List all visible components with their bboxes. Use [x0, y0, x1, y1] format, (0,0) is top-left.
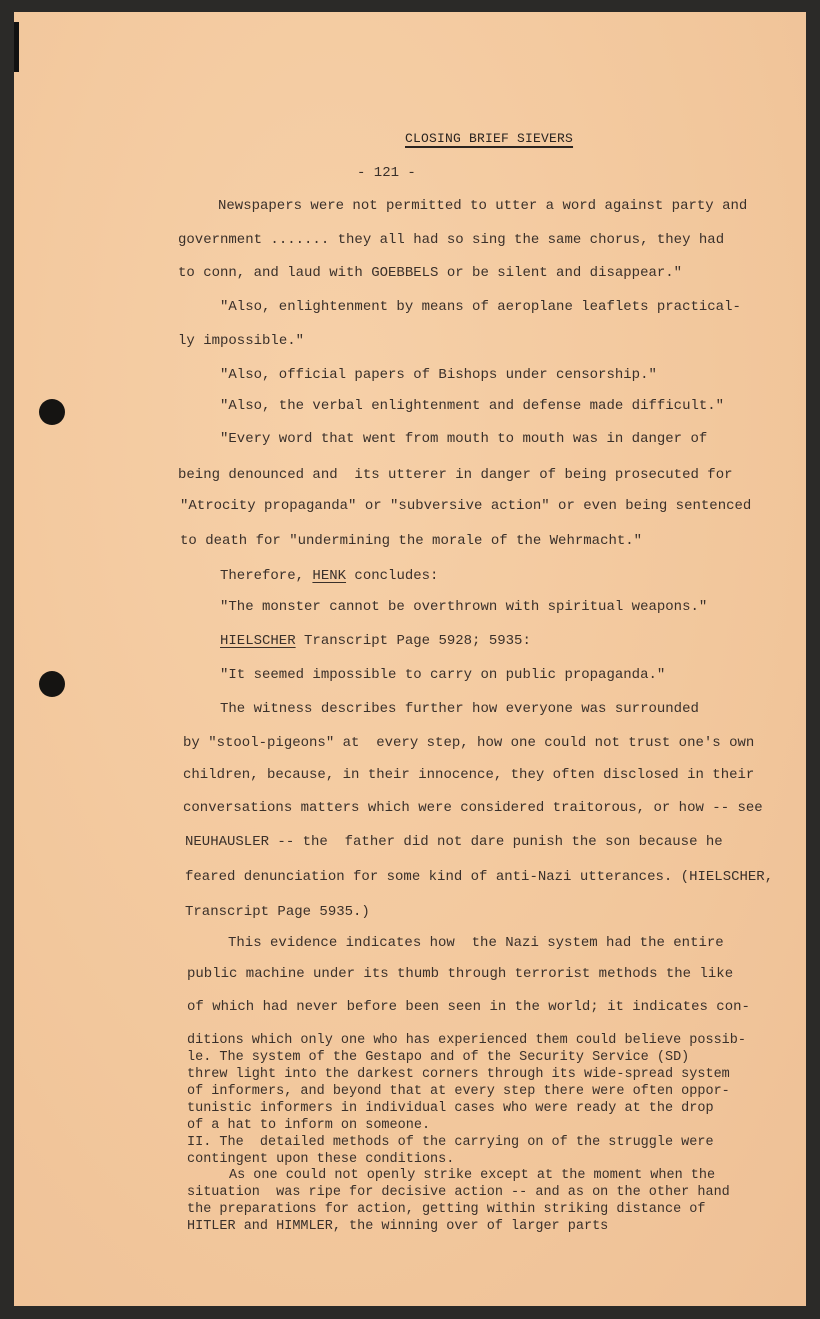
text-line: contingent upon these conditions.	[187, 1152, 455, 1167]
text-line: "Also, the verbal enlightenment and defense made difficult."	[220, 398, 725, 414]
text-line: public machine under its thumb through terrorist methods the like	[187, 966, 734, 982]
text-line: to death for "undermining the morale of the Wehrmacht."	[180, 533, 643, 549]
text-line: conversations matters which were considered traitorous, or how -- see	[183, 800, 763, 816]
text-line: "It seemed impossible to carry on public propaganda."	[220, 667, 666, 683]
text-line: children, because, in their innocence, they often disclosed in their	[183, 767, 755, 783]
text-line: HITLER and HIMMLER, the winning over of larger parts	[187, 1219, 609, 1234]
scan-edge-mark	[14, 22, 19, 72]
punch-hole	[39, 671, 65, 697]
text-line: being denounced and its utterer in danger of being prosecuted for	[178, 467, 733, 483]
text-line: Transcript Page 5935.)	[185, 904, 370, 920]
text-line: II. The detailed methods of the carrying on of the struggle were	[187, 1135, 714, 1150]
punch-hole	[39, 399, 65, 425]
text-line: ly impossible."	[178, 333, 305, 349]
text-line: The witness describes further how everyone was surrounded	[220, 701, 699, 717]
text-line	[220, 568, 438, 584]
text-segment: concludes:	[346, 568, 439, 584]
text-line: "Also, official papers of Bishops under censorship."	[220, 367, 657, 383]
text-line: "Atrocity propaganda" or "subversive action" or even being sentenced	[180, 498, 752, 514]
text-line: feared denunciation for some kind of anti-Nazi utterances. (HIELSCHER,	[185, 869, 774, 885]
text-line: This evidence indicates how the Nazi system had the entire	[228, 935, 724, 951]
text-line: NEUHAUSLER -- the father did not dare punish the son because he	[185, 834, 723, 850]
text-line: of which had never before been seen in the world; it indicates con-	[187, 999, 750, 1015]
text-line: of informers, and beyond that at every step there were often oppor-	[187, 1084, 730, 1099]
text-line: to conn, and laud with GOEBBELS or be silent and disappear."	[178, 265, 683, 281]
text-line: the preparations for action, getting within striking distance of	[187, 1202, 706, 1217]
text-line: situation was ripe for decisive action -- and as on the other hand	[187, 1185, 730, 1200]
text-line	[220, 633, 531, 649]
text-line: le. The system of the Gestapo and of the Security Service (SD)	[187, 1050, 690, 1065]
underlined-name: HIELSCHER	[220, 633, 296, 649]
text-segment: Therefore,	[220, 568, 313, 584]
text-line: government ....... they all had so sing the same chorus, they had	[178, 232, 725, 248]
text-line: threw light into the darkest corners through its wide-spread system	[187, 1067, 730, 1082]
text-line: tunistic informers in individual cases who were ready at the drop	[187, 1101, 714, 1116]
text-segment: Transcript Page 5928; 5935:	[295, 633, 531, 649]
text-line: of a hat to inform on someone.	[187, 1118, 431, 1133]
page-number: - 121 -	[357, 165, 416, 181]
text-line: As one could not openly strike except at the moment when the	[229, 1168, 716, 1183]
text-line: "Also, enlightenment by means of aeroplane leaflets practical-	[220, 299, 741, 315]
text-line: "The monster cannot be overthrown with spiritual weapons."	[220, 599, 708, 615]
underlined-name: HENK	[312, 568, 347, 584]
document-title: CLOSING BRIEF SIEVERS	[405, 131, 574, 146]
text-line: Newspapers were not permitted to utter a word against party and	[218, 198, 748, 214]
text-line: ditions which only one who has experienced them could believe possib-	[187, 1033, 746, 1048]
text-line: "Every word that went from mouth to mouth was in danger of	[220, 431, 708, 447]
text-line: by "stool-pigeons" at every step, how one could not trust one's own	[183, 735, 755, 751]
